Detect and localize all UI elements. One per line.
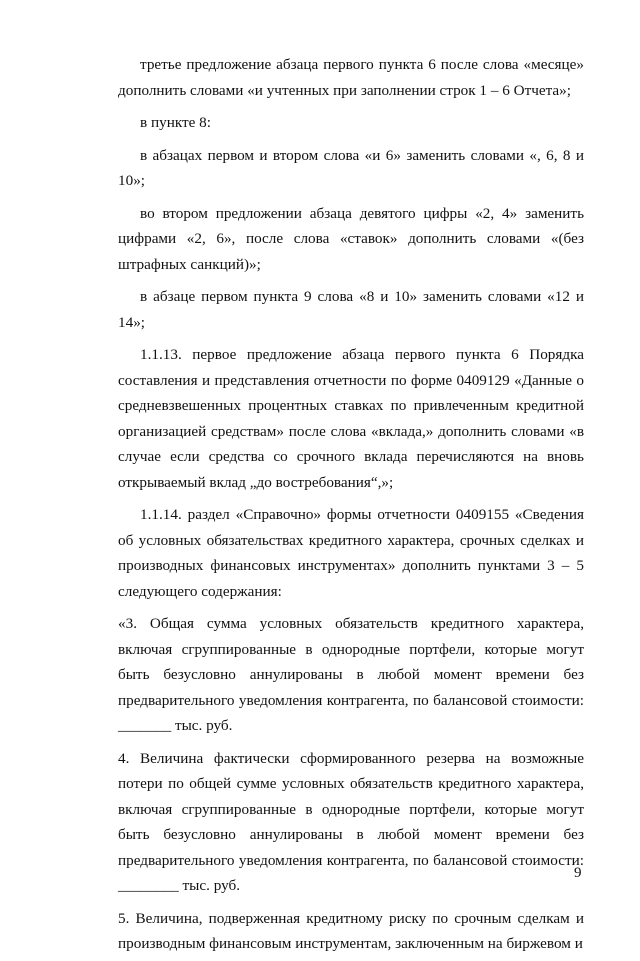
paragraph-7: 1.1.14. раздел «Справочно» формы отчетности 0409155 «Сведения об условных обязательствах кредитного характера, срочных сделках и производных финансовых инструментах» дополнить пунктами 3 – 5 следующего содержания: [118, 506, 584, 600]
document-body [118, 52, 584, 961]
paragraph-4: во втором предложении абзаца девятого цифры «2, 4» заменить цифрами «2, 6», после слова «ставок» дополнить словами «(без штрафных санкций)»; [118, 204, 584, 273]
paragraph-6: 1.1.13. первое предложение абзаца первого пункта 6 Порядка составления и представления отчетности по форме 0409129 «Данные о средневзвешенных процентных ставках по привлеченным кредитной организацией средствам» после слова «вклада,» дополнить словами «в случае если средства со срочного вклада перечисляются на вновь открываемый вклад „до востребования“,»; [118, 346, 584, 491]
paragraph-3: в абзацах первом и втором слова «и 6» заменить словами «, 6, 8 и 10»; [118, 146, 584, 189]
paragraph-2: в пункте 8: [140, 114, 211, 131]
paragraph-10: 5. Величина, подверженная кредитному риску по срочным сделкам и производным финансовым инструментам, заключенным на биржевом и [118, 909, 584, 952]
paragraph-5: в абзаце первом пункта 9 слова «8 и 10» заменить словами «12 и 14»; [118, 288, 584, 331]
paragraph-8: «3. Общая сумма условных обязательств кредитного характера, включая сгруппированные в однородные портфели, которые могут быть безусловно аннулированы в любой момент времени без предварительного уведомления контрагента, по балансовой стоимости: _______ тыс. руб. [118, 615, 584, 734]
paragraph-9: 4. Величина фактически сформированного резерва на возможные потери по общей сумме условных обязательств кредитного характера, включая сгруппированные в однородные портфели, которые могут быть безусловно аннулированы в любой момент времени без предварительного уведомления контрагента, по балансовой стоимости: ________ тыс. руб. [118, 749, 584, 894]
page-number: 9 [574, 865, 582, 881]
paragraph-1: третье предложение абзаца первого пункта 6 после слова «месяце» дополнить словами «и учтенных при заполнении строк 1 – 6 Отчета»; [118, 56, 584, 99]
